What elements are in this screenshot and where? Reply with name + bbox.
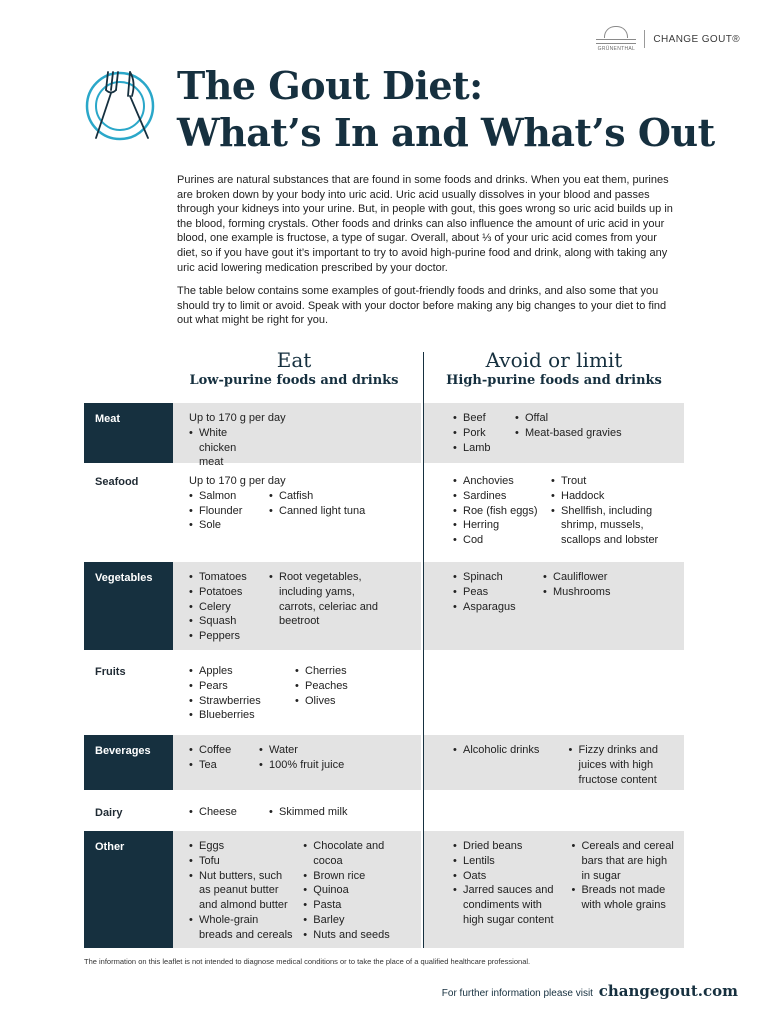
avoid-list-1	[453, 743, 559, 787]
avoid-list-2	[571, 839, 678, 928]
page-title	[177, 62, 715, 156]
avoid-list-2	[515, 411, 665, 455]
avoid-lists	[453, 411, 678, 455]
eat-lists	[189, 664, 417, 723]
list-item: • Tomatoes	[189, 570, 259, 585]
title-line-2: What’s In and What’s Out	[177, 110, 715, 155]
table-row	[84, 831, 684, 948]
table-row	[84, 562, 684, 650]
avoid-cell	[423, 562, 684, 650]
brand-divider	[644, 30, 645, 48]
table-row	[84, 403, 684, 469]
list-item: • Flounder	[189, 504, 259, 519]
eat-list-2	[259, 743, 379, 773]
list-item: • Shellfish, including shrimp, mussels, scallops and lobster	[551, 504, 671, 548]
eat-list-2	[269, 805, 389, 820]
list-item: • Mushrooms	[543, 585, 663, 600]
avoid-list-1	[453, 839, 561, 928]
eat-heading: Eat	[276, 348, 312, 372]
eat-list-1	[189, 805, 259, 820]
list-item: • Eggs	[189, 839, 293, 854]
list-item: • Offal	[515, 411, 665, 426]
eat-list-1	[189, 839, 293, 943]
list-item: • Sardines	[453, 489, 541, 504]
list-item: • Pears	[189, 679, 285, 694]
avoid-cell	[423, 735, 684, 790]
list-item: • Pork	[453, 426, 505, 441]
list-item: • Barley	[303, 913, 415, 928]
list-item: • White chicken meat	[189, 426, 259, 470]
eat-subheading: Low-purine foods and drinks	[189, 373, 399, 388]
avoid-subheading: High-purine foods and drinks	[446, 373, 662, 388]
eat-list-2	[269, 570, 389, 644]
list-item: • Coffee	[189, 743, 249, 758]
list-item: • Sole	[189, 518, 259, 533]
eat-list-1	[189, 664, 285, 723]
brand-tagline: CHANGE GOUT®	[653, 33, 740, 45]
logo-text: GRÜNENTHAL	[597, 46, 636, 52]
category-label: Seafood	[95, 476, 139, 488]
list-item: • Salmon	[189, 489, 259, 504]
eat-list-1	[189, 743, 249, 773]
list-item: • Alcoholic drinks	[453, 743, 559, 758]
list-item: • Olives	[295, 694, 415, 709]
list-item: • Jarred sauces and condiments with high sugar content	[453, 883, 561, 927]
footer-website-link[interactable]: changegout.com	[598, 982, 738, 1000]
intro-text	[177, 173, 677, 337]
list-item: • Cherries	[295, 664, 415, 679]
list-item: • Beef	[453, 411, 505, 426]
eat-cell	[173, 797, 423, 829]
list-item: • Potatoes	[189, 585, 259, 600]
list-item: • Lamb	[453, 441, 505, 456]
list-item: • Nut butters, such as peanut butter and almond butter	[189, 869, 293, 913]
avoid-lists	[453, 474, 678, 548]
eat-lists	[189, 570, 415, 644]
eat-lists	[189, 839, 415, 943]
eat-cell	[173, 562, 423, 650]
eat-column-header	[174, 348, 414, 390]
portion-note: Up to 170 g per day	[189, 412, 286, 424]
avoid-cell	[423, 656, 684, 732]
eat-list-1	[189, 489, 259, 533]
list-item: • Brown rice	[303, 869, 415, 884]
avoid-cell	[423, 797, 684, 829]
avoid-cell	[423, 466, 684, 560]
table-row	[84, 735, 684, 790]
avoid-list-1	[453, 474, 541, 548]
eat-list-2	[269, 489, 389, 533]
list-item: • Herring	[453, 518, 541, 533]
eat-list-2	[295, 664, 415, 723]
avoid-lists	[453, 570, 678, 614]
list-item: • Celery	[189, 600, 259, 615]
eat-cell	[173, 831, 423, 948]
list-item: • Anchovies	[453, 474, 541, 489]
list-item: • Cauliflower	[543, 570, 663, 585]
list-item: • Peppers	[189, 629, 259, 644]
intro-paragraph-2: The table below contains some examples of gout-friendly foods and drinks, and also some that you should try to limit or avoid. Speak with your doctor before making any big changes to your diet to find out what might be right for you.	[177, 285, 667, 327]
list-item: • Tofu	[189, 854, 293, 869]
avoid-list-1	[453, 570, 533, 614]
avoid-list-2	[551, 474, 671, 548]
list-item: • Meat-based gravies	[515, 426, 665, 441]
list-item: • Skimmed milk	[269, 805, 389, 820]
list-item: • Lentils	[453, 854, 561, 869]
table-row	[84, 797, 684, 829]
category-label: Dairy	[95, 807, 123, 819]
list-item: • Catfish	[269, 489, 389, 504]
portion-note: Up to 170 g per day	[189, 475, 286, 487]
eat-lists	[189, 489, 417, 533]
list-item: • Quinoa	[303, 883, 415, 898]
avoid-list-2	[569, 743, 678, 787]
list-item: • Blueberries	[189, 708, 285, 723]
plate-fork-knife-icon	[82, 68, 158, 144]
list-item: • Peas	[453, 585, 533, 600]
avoid-cell	[423, 831, 684, 948]
footer	[442, 982, 738, 1000]
list-item: • Asparagus	[453, 600, 533, 615]
grunenthal-logo	[596, 26, 636, 52]
eat-lists	[189, 805, 417, 820]
list-item: • Squash	[189, 614, 259, 629]
column-divider	[423, 352, 424, 948]
list-item: • Chocolate and cocoa	[303, 839, 415, 869]
list-item: • Cheese	[189, 805, 259, 820]
table-row	[84, 466, 684, 560]
eat-cell	[173, 735, 423, 790]
footer-prefix: For further information please visit	[441, 988, 593, 999]
list-item: • Cod	[453, 533, 541, 548]
intro-paragraph-1: Purines are natural substances that are found in some foods and drinks. When you eat them, purines are broken down by your body into uric acid. Uric acid usually dissolves in your blood and passes through your kidneys into your urine. But, in people with gout, this goes wrong so uric acid builds up in the blood, forming crystals. Other foods and drinks can also influence the amount of uric acid in your blood, one example is fructose, a type of sugar. Overall, about ⅓ of your uric acid comes from your diet, so if you have gout it’s important to try to avoid high-purine food and drink, along with taking any uric acid lowering medication prescribed by your doctor.	[177, 174, 673, 274]
avoid-list-1	[453, 411, 505, 455]
avoid-lists	[453, 743, 678, 787]
list-item: • Spinach	[453, 570, 533, 585]
eat-cell	[173, 403, 423, 469]
category-label: Beverages	[84, 735, 173, 790]
list-item: • Root vegetables, including yams, carrots, celeriac and beetroot	[269, 570, 389, 629]
list-item: • Nuts and seeds	[303, 928, 415, 943]
avoid-list-2	[543, 570, 663, 614]
avoid-cell	[423, 403, 684, 463]
list-item: • Apples	[189, 664, 285, 679]
list-item: • Tea	[189, 758, 249, 773]
eat-list-1	[189, 570, 259, 644]
disclaimer: The information on this leaflet is not intended to diagnose medical conditions or to take the place of a qualified healthcare professional.	[84, 957, 531, 966]
list-item: • Oats	[453, 869, 561, 884]
category-label: Vegetables	[84, 562, 173, 650]
list-item: • Pasta	[303, 898, 415, 913]
list-item: • Water	[259, 743, 379, 758]
brand-header	[596, 26, 740, 52]
category-label: Other	[84, 831, 173, 948]
list-item: • Breads not made with whole grains	[571, 883, 678, 913]
list-item: • Canned light tuna	[269, 504, 389, 519]
list-item: • Cereals and cereal bars that are high in sugar	[571, 839, 678, 883]
list-item: • Whole-grain breads and cereals	[189, 913, 293, 943]
eat-cell	[173, 466, 423, 560]
eat-list-1	[189, 426, 259, 470]
table-row	[84, 656, 684, 732]
list-item: • Haddock	[551, 489, 671, 504]
list-item: • Strawberries	[189, 694, 285, 709]
list-item: • Trout	[551, 474, 671, 489]
category-label: Fruits	[95, 666, 126, 678]
eat-lists	[189, 743, 415, 773]
avoid-lists	[453, 839, 678, 928]
eat-cell	[173, 656, 423, 732]
list-item: • 100% fruit juice	[259, 758, 379, 773]
title-line-1: The Gout Diet:	[177, 63, 483, 108]
list-item: • Roe (fish eggs)	[453, 504, 541, 519]
avoid-heading: Avoid or limit	[485, 348, 623, 372]
eat-lists	[189, 426, 415, 470]
category-label: Meat	[84, 403, 173, 463]
eat-list-2	[303, 839, 415, 943]
avoid-column-header	[426, 348, 682, 390]
list-item: • Fizzy drinks and juices with high fructose content	[569, 743, 678, 787]
list-item: • Dried beans	[453, 839, 561, 854]
list-item: • Peaches	[295, 679, 415, 694]
